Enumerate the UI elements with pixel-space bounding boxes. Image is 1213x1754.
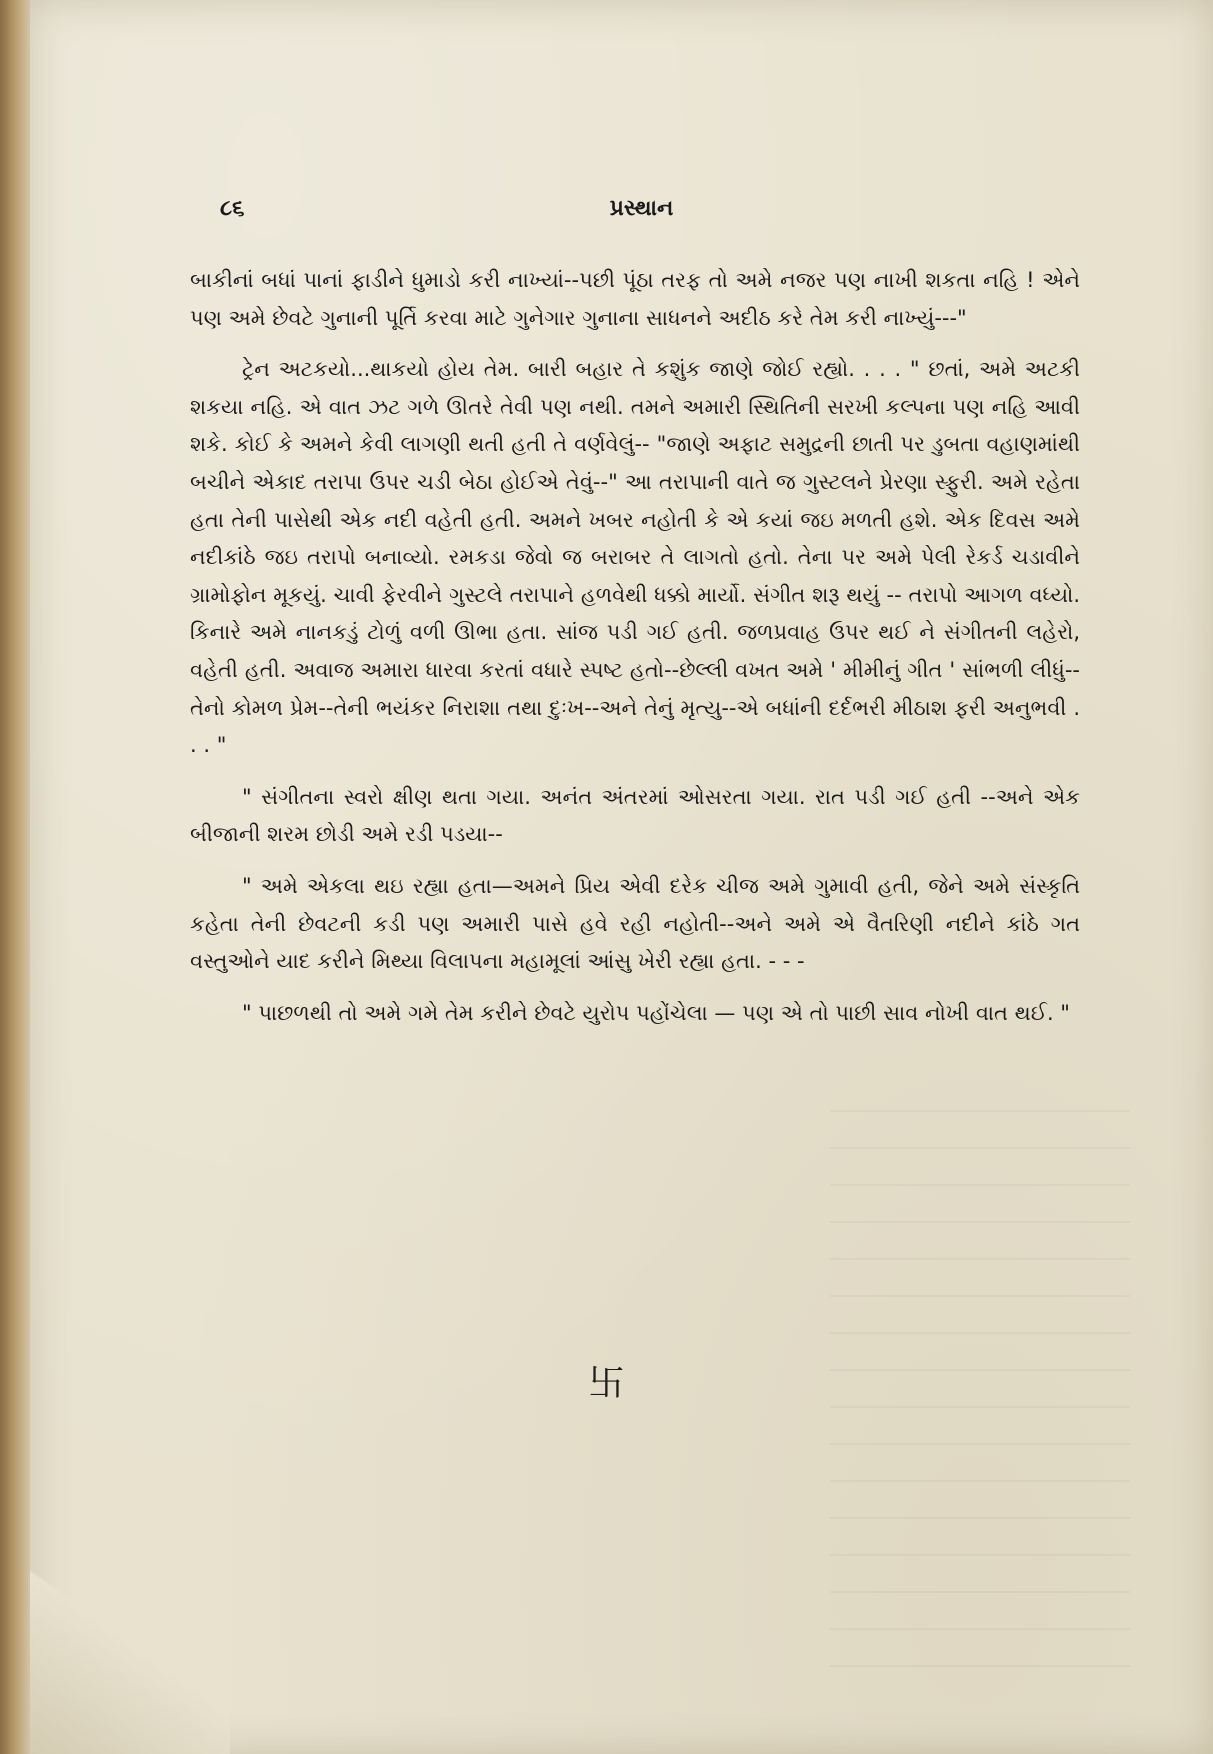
paragraph-3: " સંગીતના સ્વરો ક્ષીણ થતા ગયા. અનંત અંતરમાં ઓસરતા ગયા. રાત પડી ગઈ હતી --અને એક બીજાની શરમ છોડી અમે રડી પડયા-- [190,784,1080,847]
paragraph-1: બાકીનાં બધાં પાનાં ફાડીને ધુમાડો કરી નાખ્યાં--પછી પૂંઠા તરફ તો અમે નજર પણ નાખી શકતા નહિ ! એને પણ અમે છેવટે ગુનાની પૂર્તિ કરવા માટે ગુનેગાર ગુનાના સાધનને અદીઠ કરે તેમ કરી નાખ્યું---" [190,268,1080,330]
page-header [190,196,1093,230]
running-title: પ્રસ્થાન [609,196,674,221]
paragraph-5: " પાછળથી તો અમે ગમે તેમ કરીને છેવટે યુરોપ પહોંચેલા — પણ એ તો પાછી સાવ નોખી વાત થઈ. " [242,1000,1070,1025]
page-number: ૮૬ [220,196,245,221]
section-ornament: 卐 [588,1363,625,1404]
body-text [190,262,1080,1046]
paragraph-4: " અમે એકલા થઇ રહ્યા હતા—અમને પ્રિય એવી દરેક ચીજ અમે ગુમાવી હતી, જેને અમે સંસ્કૃતિ કહેતા તેની છેવટની કડી પણ અમારી પાસે હવે રહી નહોતી--અને અમે એ વૈતરિણી નદીને કાંઠે ગત વસ્તુઓને યાદ કરીને મિથ્યા વિલાપના મહામૂલાં આંસુ ખેરી રહ્યા હતા. - - - [190,873,1080,974]
worn-corner [30,1564,230,1754]
paragraph-2: ટ્રેન અટકયો...થાકયો હોય તેમ. બારી બહાર તે કશુંક જાણે જોઈ રહ્યો. . . . " છતાં, અમે અટકી શકયા નહિ. એ વાત ઝટ ગળે ઊતરે તેવી પણ નથી. તમને અમારી સ્થિતિની સરખી કલ્પના પણ નહિ આવી શકે. કોઈ કે અમને કેવી લાગણી થતી હતી તે વર્ણવેલું-- "જાણે અફાટ સમુદ્રની છાતી પર ડુબતા વહાણમાંથી બચીને એકાદ તરાપા ઉપર ચડી બેઠા હોઈએ તેવું--" આ તરાપાની વાતે જ ગુસ્ટલને પ્રેરણા સ્ફુરી. અમે રહેતા હતા તેની પાસેથી એક નદી વહેતી હતી. અમને ખબર નહોતી કે એ કયાં જઇ મળતી હશે. એક દિવસ અમે નદીકાંઠે જઇ તરાપો બનાવ્યો. રમકડા જેવો જ બરાબર તે લાગતો હતો. તેના પર અમે પેલી રેકર્ડ ચડાવીને ગ્રામોફોન મૂકયું. ચાવી ફેરવીને ગુસ્ટલે તરાપાને હળવેથી ધક્કો માર્યો. સંગીત શરૂ થયું -- તરાપો આગળ વધ્યો. કિનારે અમે નાનકડું ટોળું વળી ઊભા હતા. સાંજ પડી ગઈ હતી. જળપ્રવાહ ઉપર થઈ ને સંગીતની લહેરો, વહેતી હતી. અવાજ અમારા ધારવા કરતાં વધારે સ્પષ્ટ હતો--છેલ્લી વખત અમે ' મીમીનું ગીત ' સાંભળી લીધું-- તેનો કોમળ પ્રેમ--તેની ભયંકર નિરાશા તથા દુઃખ--અને તેનું મૃત્યુ--એ બધાંની દર્દભરી મીઠાશ ફરી અનુભવી . . . " [190,357,1080,758]
